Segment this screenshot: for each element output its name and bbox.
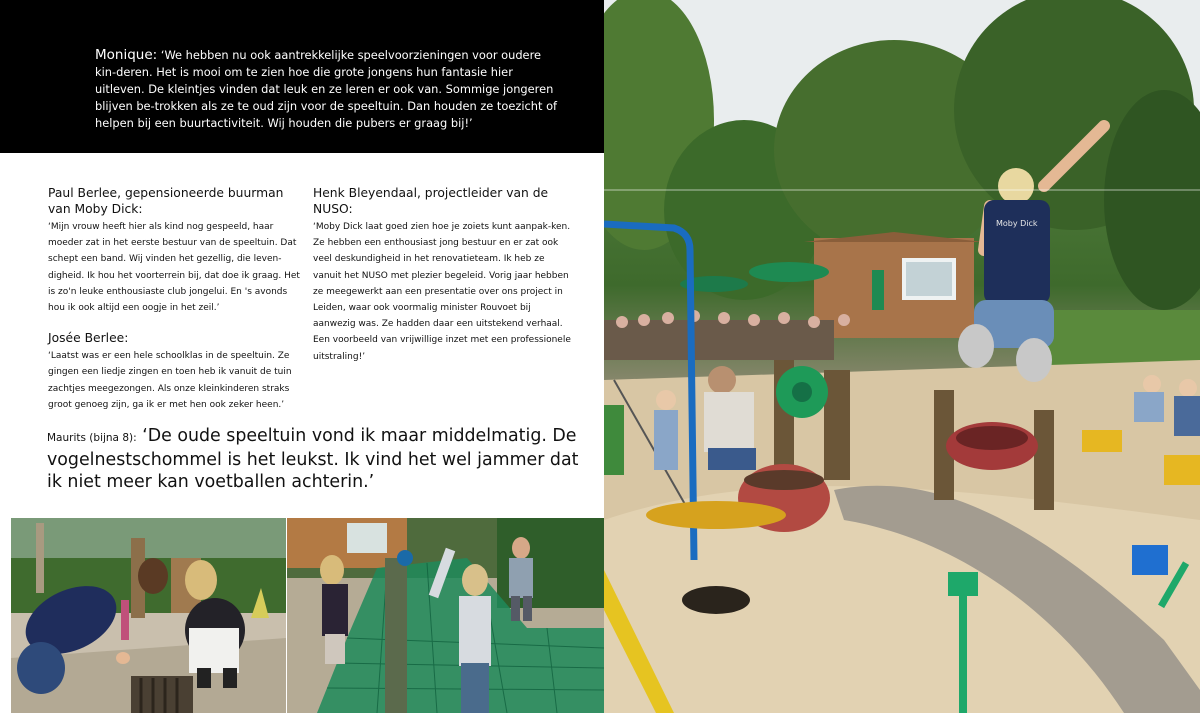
maurits-speaker: Maurits (bijna 8): (47, 432, 137, 444)
photo-women-sandpit (11, 518, 286, 713)
photo-women-sandpit-art (11, 518, 286, 713)
henk-quote-text: ‘Moby Dick laat goed zien hoe je zoiets kunt aanpak-ken. Ze hebben een enthousiast jong bestuur en er zat ook veel deskundigheid in het renovatieteam. Ik heb ze vanuit het NUSO met plezier begeleid. Vorig jaar hebben ze meegewerkt aan een presentatie over ons project in Leiden, waar ook voormalig minister Rouvoet bij aanwezig was. Ze hadden daar een uitstekend verhaal. Een voorbeeld van vrijwillige inzet met een professionele uitstraling!’ (313, 222, 571, 362)
josee-quote-text: ‘Laatst was er een hele schoolklas in de speeltuin. Ze gingen een liedje zingen en toen heb ik vanuit de tuin zachtjes meegezongen. Als onze kleinkinderen straks groot genoeg zijn, ga ik er met hen ook zeker heen.’ (48, 351, 292, 410)
shirt-print-text: Moby Dick (996, 219, 1038, 228)
quote-column-right (313, 185, 571, 365)
monique-quote (95, 47, 565, 132)
photo-playground-main (604, 0, 1200, 713)
monique-speaker: Monique: (95, 47, 158, 63)
photo-volunteers-net-art (287, 518, 604, 713)
josee-name: Josée Berlee: (48, 331, 129, 346)
monique-quote-text: ‘We hebben nu ook aantrekkelijke speelvoorzieningen voor oudere kin-deren. Het is mooi om te zien hoe die grote jongens hun fantasie hier uitleven. De kleintjes vinden dat leuk en ze leren er ook van. Sommige jongeren blijven be-trokken als ze te oud zijn voor de speeltuin. Dan houden ze toezicht of helpen bij een buurtactiviteit. Wij houden die pubers er graag bij!’ (95, 48, 558, 130)
photo-volunteers-net (287, 518, 604, 713)
maurits-quote (47, 425, 587, 493)
paul-quote-text: ‘Mijn vrouw heeft hier als kind nog gespeeld, haar moeder zat in het eerste bestuur van de speeltuin. Dat schept een band. Wij vinden het gezellig, die leven-digheid. Ik hou het voorterrein bij, dat doe ik graag. Het is zo'n leuke enthousiaste club jongelui. En 's avonds hou ik ook altijd een oogje in het zeil.’ (48, 222, 300, 314)
quote-column-left (48, 185, 300, 413)
henk-name: Henk Bleyendaal, projectleider van de NUSO: (313, 186, 549, 216)
maurits-quote-text: ‘De oude speeltuin vond ik maar middelmatig. De vogelnestschommel is het leukst. Ik vind het wel jammer dat ik niet meer kan voetballen achterin.’ (47, 426, 579, 492)
photo-playground-main-art (604, 0, 1200, 713)
paul-name: Paul Berlee, gepensioneerde buurman van Moby Dick: (48, 186, 284, 216)
